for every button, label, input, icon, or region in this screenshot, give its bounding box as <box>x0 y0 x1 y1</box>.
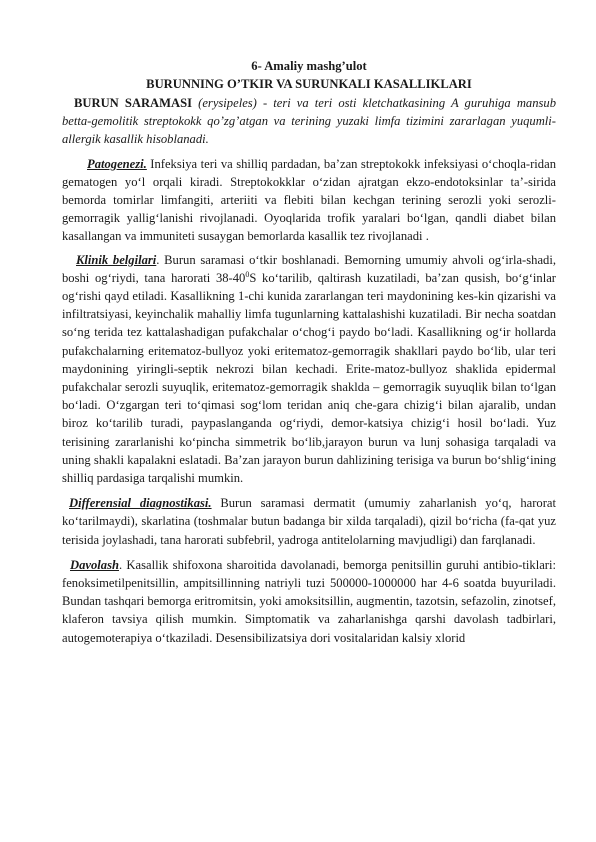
treatment-heading: Davolash <box>70 557 119 572</box>
treatment-text: . Kasallik shifoxona sharoitida davolanadi, bemorga penitsillin guruhi antibio-tiklari: fenoksimetilpenitsillin, ampitsillinning natriyli tuzi 500000-1000000 har 4-6 soatda buyuriladi. Bundan tashqari bemorga eritromitsin, yoki amoksitsillin, augmentin, tazotsin, sefazolin, zinotsef, klaferon tavsiya qilish mumkin. Simptomatik va zaharlanishga qarshi davolash tadbirlari, autogemoterapiya o‘tkaziladi. Desensibilizatsiya dori vositalaridan kalsiy xlorid <box>62 557 556 645</box>
clinical-signs-text-rest: S ko‘tarilib, qaltirash kuzatiladi, ba’zan qusish, bo‘g‘inlar og‘rishi qayd etiladi. Kasallikning 1-chi kunida zararlangan teri maydonining kes-kin qizarishi va infiltratsiyasi, keyinchalik mahalliy limfa tugunlarning kattalashishi kuzatiladi. Bir necha soatdan so‘ng terida tez kattalashadigan pufakchalar o‘chog‘i paydo bo‘ladi. Kasallikning og‘ir hollarda pufakchalarning eritematoz-bullyoz yoki eritematoz-gemorragik shakllari paydo bo‘lib, ular teri maydonining yiringli-septik nekrozi bilan kechadi. Erite-matoz-bullyoz shaklida epidermal pufakchalar serozli suyuqlik, eritematoz-gemorragik shaklda – gemorragik suyuqlik bilan to‘lgan bo‘ladi. O‘zgargan teri to‘qimasi sog‘lom teridan aniq che-gara chizig‘i bilan ajaralib, undan biroz ko‘tarilib turadi, paypaslanganda og‘riydi, demor-katsiya chizig‘i hosil bo‘ladi. Yuz terisining zararlanishi ko‘pincha simmetrik bo‘lib,jarayon burun va lunj sohasiga tarqaladi va uning shakli kapalakni eslatadi. Ba’zan jarayon burun dahlizining terisiga va burun bo‘shlig‘ining shilliq pardasiga tarqalishi mumkin. <box>62 270 556 486</box>
pathogenesis-text: Infeksiya teri va shilliq pardadan, ba’zan streptokokk infeksiyasi o‘choqla-ridan gematogen yo‘l orqali kiradi. Streptokokklar o‘zidan ajratgan ekzo-endotoksinlar ta’-sirida bemorda tomirlar limfangiti, arteriiti va flebiti bilan kechgan terining serozli yoki serozli-gemorragik yallig‘lanishi rivojlanadi. Oyoqlarida trofik yaralari bo‘lgan, qandli diabet bilan kasallangan va immuniteti susaygan bemorlarda kasallik tez rivojlanadi . <box>62 156 556 244</box>
treatment-paragraph <box>62 556 556 647</box>
intro-lead-term: BURUN SARAMASI <box>74 96 193 110</box>
clinical-signs-paragraph <box>62 251 556 488</box>
differential-diagnosis-heading: Differensial diagnostikasi. <box>69 496 212 511</box>
differential-diagnosis-paragraph <box>62 494 556 549</box>
degree-superscript: 0 <box>245 269 250 279</box>
clinical-signs-heading: Klinik belgilari <box>76 252 157 267</box>
document-page <box>62 57 556 647</box>
pathogenesis-heading: Patogenezi. <box>87 156 147 171</box>
topic-title: BURUNNING O’TKIR VA SURUNKALI KASALLIKLARI <box>146 77 472 91</box>
differential-diagnosis-text: Burun saramasi dermatit (umumiy zaharlanish yo‘q, harorat ko‘tarilmaydi), skarlatina (toshmalar butun badanga bir xilda tarqaladi), qizil bo‘richa (fa-qat yuz terisida joylashadi, tana harorati subfebril, yadroga antitelolarning mavjudligi) dan farqlanadi. <box>62 496 556 547</box>
clinical-signs-text-start: . Burun saramasi o‘tkir boshlanadi. Bemorning umumiy ahvoli og‘irla-shadi, boshi og‘riydi, tana harorati 38-40 <box>62 252 556 285</box>
lesson-number-title: 6- Amaliy mashg’ulot <box>251 59 367 73</box>
pathogenesis-paragraph <box>62 155 556 246</box>
intro-paragraph <box>62 94 556 149</box>
intro-definition-text: (erysipeles) - teri va teri osti kletchatkasining A guruhiga mansub betta-gemolitik streptokokk qo’zg’atgan va terining yuzaki limfa tizimini zararlagan yuqumli-allergik kasallik hisoblanadi. <box>62 96 556 147</box>
